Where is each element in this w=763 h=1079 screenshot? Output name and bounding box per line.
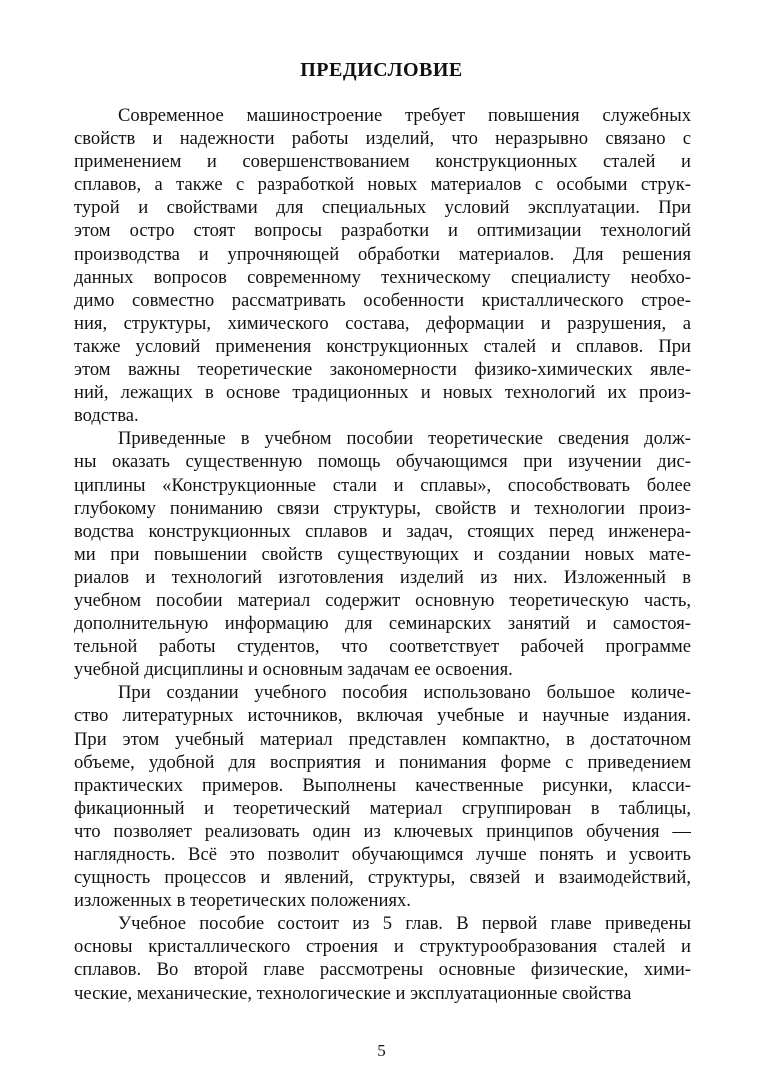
text-line: объеме, удобной для восприятия и понимания форме с приведением <box>74 751 691 773</box>
text-line: ческие, механические, технологические и эксплуатационные свойства <box>74 982 632 1004</box>
text-line: наглядность. Всё это позволит обучающимся лучше понять и усвоить <box>74 844 691 865</box>
text-line: свойств и надежности работы изделий, что неразрывно связано с <box>74 128 691 150</box>
text-line: При создании учебного пособия использовано большое количе- <box>118 682 691 704</box>
text-line: данных вопросов современному техническому специалисту необхо- <box>74 266 691 288</box>
paragraph <box>74 681 691 912</box>
text-line: циплины «Конструкционные стали и сплавы», способствовать более <box>74 474 691 496</box>
text-line: учебном пособии материал содержит основную теоретическую часть, <box>74 589 691 611</box>
text-line: этом остро стоят вопросы разработки и оптимизации технологий <box>74 220 691 242</box>
page-number: 5 <box>377 1041 386 1060</box>
text-line: ний, лежащих в основе традиционных и новых технологий их произ- <box>74 382 691 404</box>
text-line: тельной работы студентов, что соответствует рабочей программе <box>74 636 691 658</box>
text-line: основы кристаллического строения и структурообразования сталей и <box>74 936 691 958</box>
text-line: Учебное пособие состоит из 5 глав. В первой главе приведены <box>118 913 691 935</box>
text-line: риалов и технологий изготовления изделий из них. Изложенный в <box>74 566 691 588</box>
text-line: этом важны теоретические закономерности физико-химических явле- <box>74 359 691 381</box>
text-line: также условий применения конструкционных сталей и сплавов. При <box>74 335 691 357</box>
text-line: Современное машиностроение требует повышения служебных <box>118 105 691 126</box>
text-line: ство литературных источников, включая учебные и научные издания. <box>74 705 691 727</box>
text-line: водства конструкционных сплавов и задач, стоящих перед инженера- <box>74 520 691 542</box>
text-line: водства. <box>74 405 139 427</box>
text-line: ны оказать существенную помощь обучающимся при изучении дис- <box>74 451 691 473</box>
text-line: учебной дисциплины и основным задачам ее освоения. <box>74 659 513 681</box>
paragraph <box>74 912 691 1004</box>
text-line: дополнительную информацию для семинарских занятий и самостоя- <box>74 613 691 635</box>
text-line: применением и совершенствованием конструкционных сталей и <box>74 151 691 173</box>
text-line: фикационный и теоретический материал сгруппирован в таблицы, <box>74 797 691 819</box>
text-line: димо совместно рассматривать особенности кристаллического строе- <box>74 289 691 311</box>
body-text <box>74 104 691 1005</box>
page-title: ПРЕДИСЛОВИЕ <box>300 59 463 81</box>
text-line: ми при повышении свойств существующих и создании новых мате- <box>74 543 691 565</box>
text-line: глубокому пониманию связи структуры, свойств и технологии произ- <box>74 497 691 519</box>
text-line: ния, структуры, химического состава, деформации и разрушения, а <box>74 312 691 334</box>
text-line: Приведенные в учебном пособии теоретические сведения долж- <box>118 428 691 450</box>
text-line: производства и упрочняющей обработки материалов. Для решения <box>74 243 691 265</box>
text-line: сплавов, а также с разработкой новых материалов с особыми струк- <box>74 174 691 196</box>
paragraph <box>74 427 691 681</box>
paragraph <box>74 104 691 427</box>
text-line: При этом учебный материал представлен компактно, в достаточном <box>74 728 691 750</box>
text-line: турой и свойствами для специальных условий эксплуатации. При <box>74 197 691 219</box>
text-line: практических примеров. Выполнены качественные рисунки, класси- <box>74 774 691 796</box>
text-line: сплавов. Во второй главе рассмотрены основные физические, хими- <box>74 959 691 981</box>
text-line: что позволяет реализовать один из ключевых принципов обучения — <box>74 820 691 842</box>
text-line: сущность процессов и явлений, структуры, связей и взаимодействий, <box>74 867 691 889</box>
text-line: изложенных в теоретических положениях. <box>74 890 411 912</box>
